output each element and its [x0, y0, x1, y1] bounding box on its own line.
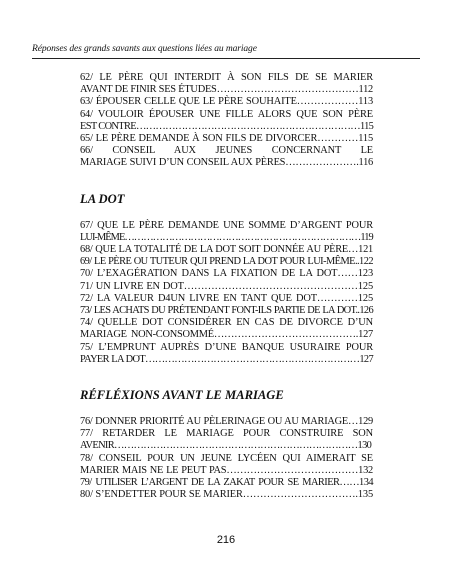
- toc-line: LUI-MÊME…………………………………………………………………119: [80, 231, 373, 243]
- toc-line: MARIAGE SUIVI D’UN CONSEIL AUX PÈRES………………….116: [80, 157, 373, 169]
- toc-section-reflexions: [80, 388, 373, 501]
- section-title: LA DOT: [80, 191, 125, 206]
- toc-line: 68/ QUE LA TOTALITÉ DE LA DOT SOIT DONNÉE AU PÈRE…121: [80, 244, 373, 256]
- toc-line: 65/ LE PÈRE DEMANDE À SON FILS DE DIVORCER…………115: [80, 133, 373, 145]
- running-header: Réponses des grands savants aux questions liées au mariage: [32, 44, 420, 59]
- toc-line: 72/ LA VALEUR D4UN LIVRE EN TANT QUE DOT…………125: [80, 292, 373, 304]
- toc-line: 62/ LE PÈRE QUI INTERDIT À SON FILS DE SE MARIER: [80, 72, 373, 83]
- toc-line: 64/ VOULOIR ÉPOUSER UNE FILLE ALORS QUE SON PÈRE: [80, 108, 373, 120]
- toc-line: 74/ QUELLE DOT CONSIDÉRER EN CAS DE DIVORCE D’UN: [80, 317, 373, 329]
- toc-line: 67/ QUE LE PÈRE DEMANDE UNE SOMME D’ARGENT POUR: [80, 219, 373, 231]
- toc-line: MARIAGE NON-CONSOMMÉ…………………………………….127: [80, 329, 373, 341]
- toc-line: 79/ UTILISER L’ARGENT DE LA ZAKAT POUR SE MARIER……134: [80, 477, 373, 489]
- toc-section-la-dot: [80, 192, 373, 366]
- toc-line: 71/ UN LIVRE EN DOT……………………………………………125: [80, 280, 373, 292]
- section-title: RÉFLÉXIONS AVANT LE MARIAGE: [80, 388, 284, 403]
- toc-line: 76/ DONNER PRIORITÉ AU PÈLERINAGE OU AU MARIAGE…129: [80, 416, 373, 428]
- toc-line: 69/ LE PÈRE OU TUTEUR QUI PREND LA DOT POUR LUI-MÊME..122: [80, 256, 373, 268]
- toc-line: 70/ L’EXAGÉRATION DANS LA FIXATION DE LA DOT……123: [80, 268, 373, 280]
- table-of-contents: [80, 72, 373, 501]
- toc-line: 80/ S’ENDETTER POUR SE MARIER…………………………….135: [80, 489, 373, 501]
- toc-line: EST CONTRE……………………………………………………………115: [80, 120, 374, 132]
- toc-line: MARIER MAIS NE LE PEUT PAS…………………………………132: [80, 464, 373, 476]
- toc-section-continuation: [80, 72, 373, 170]
- toc-line: 66/ CONSEIL AUX JEUNES CONCERNANT LE: [80, 145, 373, 157]
- toc-line: AVANT DE FINIR SES ÉTUDES……………………………………112: [80, 84, 373, 96]
- toc-line: PAYER LA DOT…………………………………………………………127: [80, 353, 373, 365]
- toc-line: 63/ ÉPOUSER CELLE QUE LE PÈRE SOUHAITE………………113: [80, 96, 373, 108]
- toc-line: AVENIR…………………………………………………………………130: [80, 440, 372, 452]
- toc-line: 77/ RETARDER LE MARIAGE POUR CONSTRUIRE SON: [80, 428, 373, 440]
- page-number: 216: [216, 534, 236, 546]
- toc-line: 78/ CONSEIL POUR UN JEUNE LYCÉEN QUI AIMERAIT SE: [80, 452, 373, 464]
- toc-line: 75/ L’EMPRUNT AUPRÈS D’UNE BANQUE USURAIRE POUR: [80, 341, 373, 353]
- toc-line: 73/ LES ACHATS DU PRÉTENDANT FONT-ILS PARTIE DE LA DOT..126: [80, 305, 373, 317]
